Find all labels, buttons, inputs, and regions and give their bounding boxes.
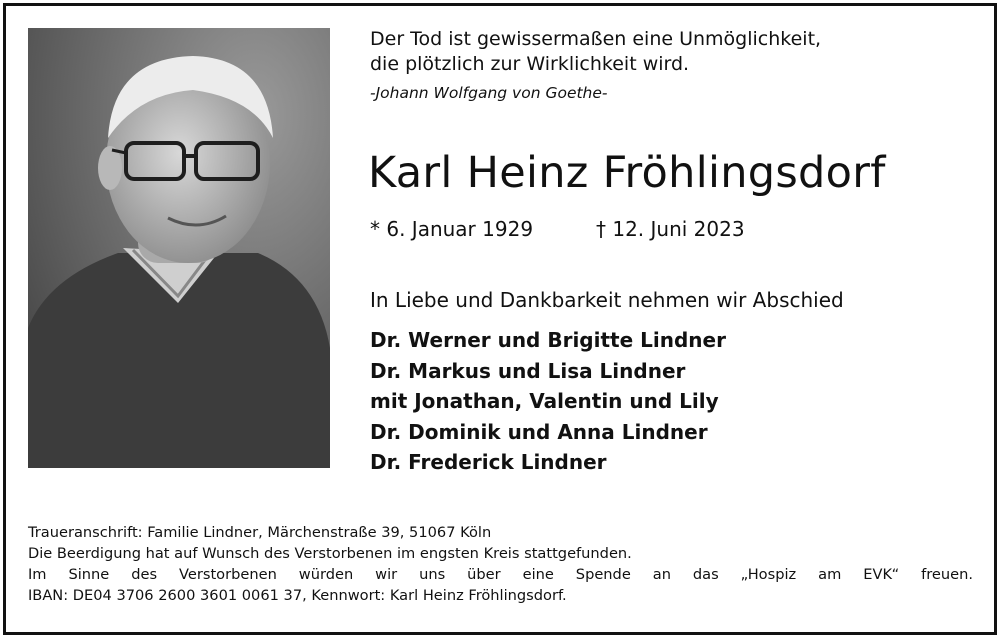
mourning-address: Traueranschrift: Familie Lindner, Märchenstraße 39, 51067 Köln xyxy=(28,524,492,541)
donation-note: Im Sinne des Verstorbenen würden wir uns über eine Spende an das „Hospiz am EVK“ freuen. xyxy=(28,566,973,583)
mourner-line: Dr. Frederick Lindner xyxy=(370,450,607,474)
mourner-line: Dr. Dominik und Anna Lindner xyxy=(370,419,708,444)
funeral-note: Die Beerdigung hat auf Wunsch des Verstorbenen im engsten Kreis stattgefunden. xyxy=(28,545,632,562)
mourners-list xyxy=(370,325,726,478)
footer-notes xyxy=(28,522,973,606)
birth-date: * 6. Januar 1929 xyxy=(370,217,534,241)
portrait-photo xyxy=(28,28,330,468)
quote-line-1: Der Tod ist gewissermaßen eine Unmöglichkeit, xyxy=(370,28,822,50)
quote-line-2: die plötzlich zur Wirklichkeit wird. xyxy=(370,53,690,75)
quote-author: -Johann Wolfgang von Goethe- xyxy=(370,84,608,102)
mourner-line: Dr. Markus und Lisa Lindner xyxy=(370,358,686,383)
mourner-line: mit Jonathan, Valentin und Lily xyxy=(370,389,719,413)
death-date: † 12. Juni 2023 xyxy=(596,217,745,241)
mourner-line: Dr. Werner und Brigitte Lindner xyxy=(370,328,726,352)
life-dates xyxy=(370,217,745,241)
bank-details: IBAN: DE04 3706 2600 3601 0061 37, Kennwort: Karl Heinz Fröhlingsdorf. xyxy=(28,587,567,604)
deceased-name: Karl Heinz Fröhlingsdorf xyxy=(368,148,886,198)
farewell-text: In Liebe und Dankbarkeit nehmen wir Abschied xyxy=(370,288,844,312)
quote-block xyxy=(370,27,821,106)
